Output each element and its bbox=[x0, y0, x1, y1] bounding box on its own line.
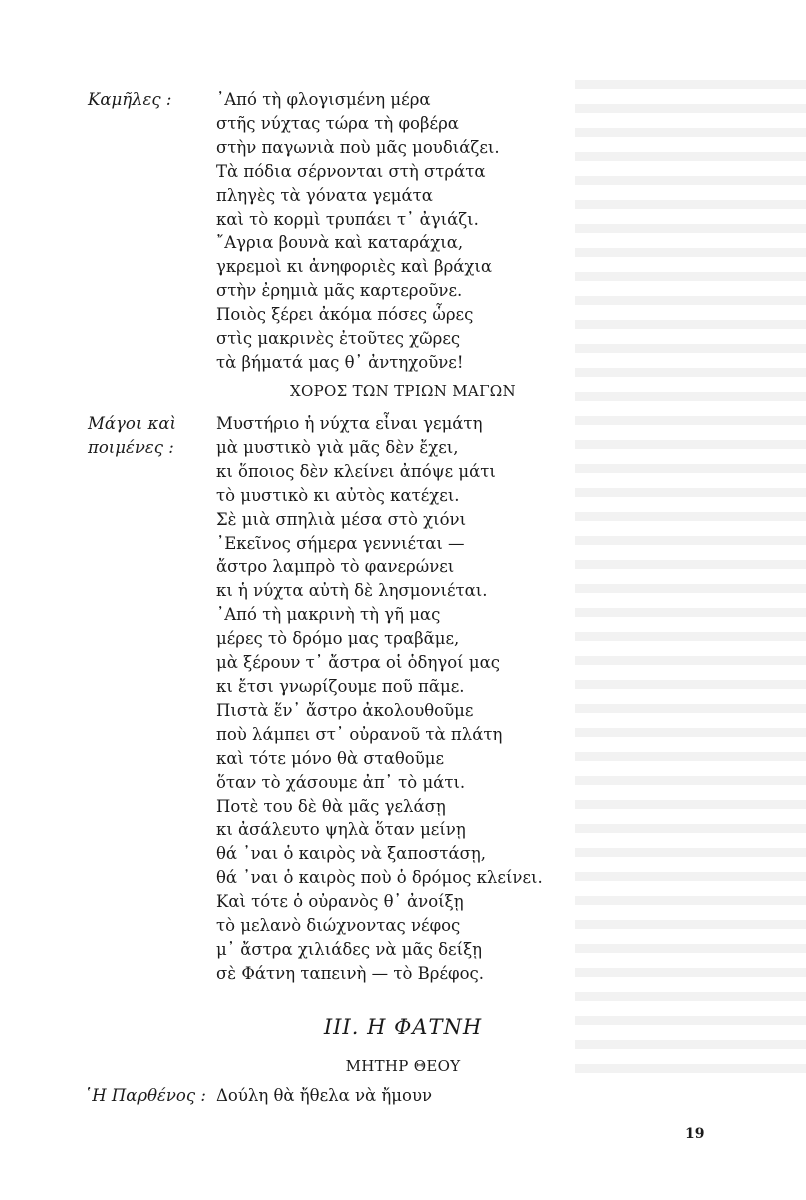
verse-line: Σὲ μιὰ σπηλιὰ μέσα στὸ χιόνι bbox=[216, 509, 467, 529]
verse-line: κι ἀσάλευτο ψηλὰ ὅταν μείνῃ bbox=[216, 820, 466, 840]
verse-line: ποὺ λάμπει στ᾿ οὐρανοῦ τὰ πλάτη bbox=[216, 724, 503, 744]
verse-line: Δούλη θὰ ἤθελα νὰ ἤμουν bbox=[216, 1086, 433, 1105]
heading-chorus: ΧΟΡΟΣ ΤΩΝ ΤΡΙΩΝ ΜΑΓΩΝ bbox=[290, 382, 516, 400]
speaker-magi-line2: ποιμένες : bbox=[88, 438, 174, 457]
verse-line: μέρες τὸ δρόμο μας τραβᾶμε, bbox=[216, 629, 460, 649]
verse-virgin bbox=[216, 1084, 576, 1108]
verse-line: ὅταν τὸ χάσουμε ἀπ᾿ τὸ μάτι. bbox=[216, 772, 466, 792]
verse-line: πληγὲς τὰ γόνατα γεμάτα bbox=[216, 185, 433, 205]
verse-line: κι ἡ νύχτα αὐτὴ δὲ λησμονιέται. bbox=[216, 581, 488, 601]
verse-line: μὰ μυστικὸ γιὰ μᾶς δὲν ἔχει, bbox=[216, 437, 459, 457]
verse-line: στὴν παγωνιὰ ποὺ μᾶς μουδιάζει. bbox=[216, 137, 500, 157]
verse-line: γκρεμοὶ κι ἀνηφοριὲς καὶ βράχια bbox=[216, 257, 493, 277]
speaker-magi-line1: Μάγοι καὶ bbox=[88, 414, 176, 433]
verse-line: θά ᾿ναι ὁ καιρὸς νὰ ξαποστάσῃ, bbox=[216, 844, 487, 864]
page-number: 19 bbox=[685, 1126, 705, 1142]
section-title: ΙΙΙ. Η ΦΑΤΝΗ bbox=[323, 1015, 483, 1039]
heading-mother-of-god: ΜΗΤΗΡ ΘΕΟΥ bbox=[345, 1057, 461, 1075]
speaker-virgin: ῾Η Παρθένος : bbox=[84, 1086, 206, 1105]
verse-line: Ποτὲ του δὲ θὰ μᾶς γελάσῃ bbox=[216, 796, 446, 816]
verse-line: κι ὅποιος δὲν κλείνει ἀπόψε μάτι bbox=[216, 461, 496, 481]
verse-line: Πιστὰ ἕν᾿ ἄστρο ἀκολουθοῦμε bbox=[216, 700, 474, 720]
speaker-camels: Καμῆλες : bbox=[88, 90, 172, 109]
verse-line: Μυστήριο ἡ νύχτα εἶναι γεμάτη bbox=[216, 414, 483, 433]
verse-line: στὶς μακρινὲς ἐτοῦτες χῶρες bbox=[216, 329, 461, 349]
verse-line: ᾿Από τὴ μακρινὴ τὴ γῆ μας bbox=[216, 605, 441, 625]
verse-line: ᾿Εκεῖνος σήμερα γεννιέται — bbox=[216, 533, 465, 553]
verse-line: τὸ μελανὸ διώχνοντας νέφος bbox=[216, 916, 461, 936]
verse-line: τὸ μυστικὸ κι αὐτὸς κατέχει. bbox=[216, 485, 460, 505]
verse-line: ᾿Από τὴ φλογισμένη μέρα bbox=[216, 90, 431, 109]
verse-line: Ποιὸς ξέρει ἀκόμα πόσες ὧρες bbox=[216, 305, 474, 325]
verse-line: ῎Αγρια βουνὰ καὶ καταράχια, bbox=[216, 233, 464, 253]
verse-line: Καὶ τότε ὁ οὐρανὸς θ᾿ ἀνοίξῃ bbox=[216, 892, 464, 912]
verse-line: Τὰ πόδια σέρνονται στὴ στράτα bbox=[216, 161, 486, 181]
verse-line: καὶ τότε μόνο θὰ σταθοῦμε bbox=[216, 748, 445, 768]
show-through-texture bbox=[575, 80, 806, 1080]
verse-line: θά ᾿ναι ὁ καιρὸς ποὺ ὁ δρόμος κλείνει. bbox=[216, 868, 543, 888]
verse-camels bbox=[216, 88, 576, 375]
verse-line: μ᾿ ἄστρα χιλιάδες νὰ μᾶς δείξῃ bbox=[216, 939, 483, 959]
verse-line: τὰ βήματά μας θ᾿ ἀντηχοῦνε! bbox=[216, 352, 464, 372]
verse-line: σὲ Φάτνη ταπεινὴ — τὸ Βρέφος. bbox=[216, 963, 485, 983]
verse-line: καὶ τὸ κορμὶ τρυπάει τ᾿ ἀγιάζι. bbox=[216, 209, 479, 229]
verse-line: μὰ ξέρουν τ᾿ ἄστρα οἱ ὁδηγοί μας bbox=[216, 653, 500, 673]
verse-line: στῆς νύχτας τώρα τὴ φοβέρα bbox=[216, 113, 459, 133]
verse-chorus bbox=[216, 412, 576, 986]
verse-line: κι ἔτσι γνωρίζουμε ποῦ πᾶμε. bbox=[216, 676, 465, 696]
verse-line: στὴν ἐρημιὰ μᾶς καρτεροῦνε. bbox=[216, 281, 463, 301]
verse-line: ἄστρο λαμπρὸ τὸ φανερώνει bbox=[216, 557, 455, 577]
